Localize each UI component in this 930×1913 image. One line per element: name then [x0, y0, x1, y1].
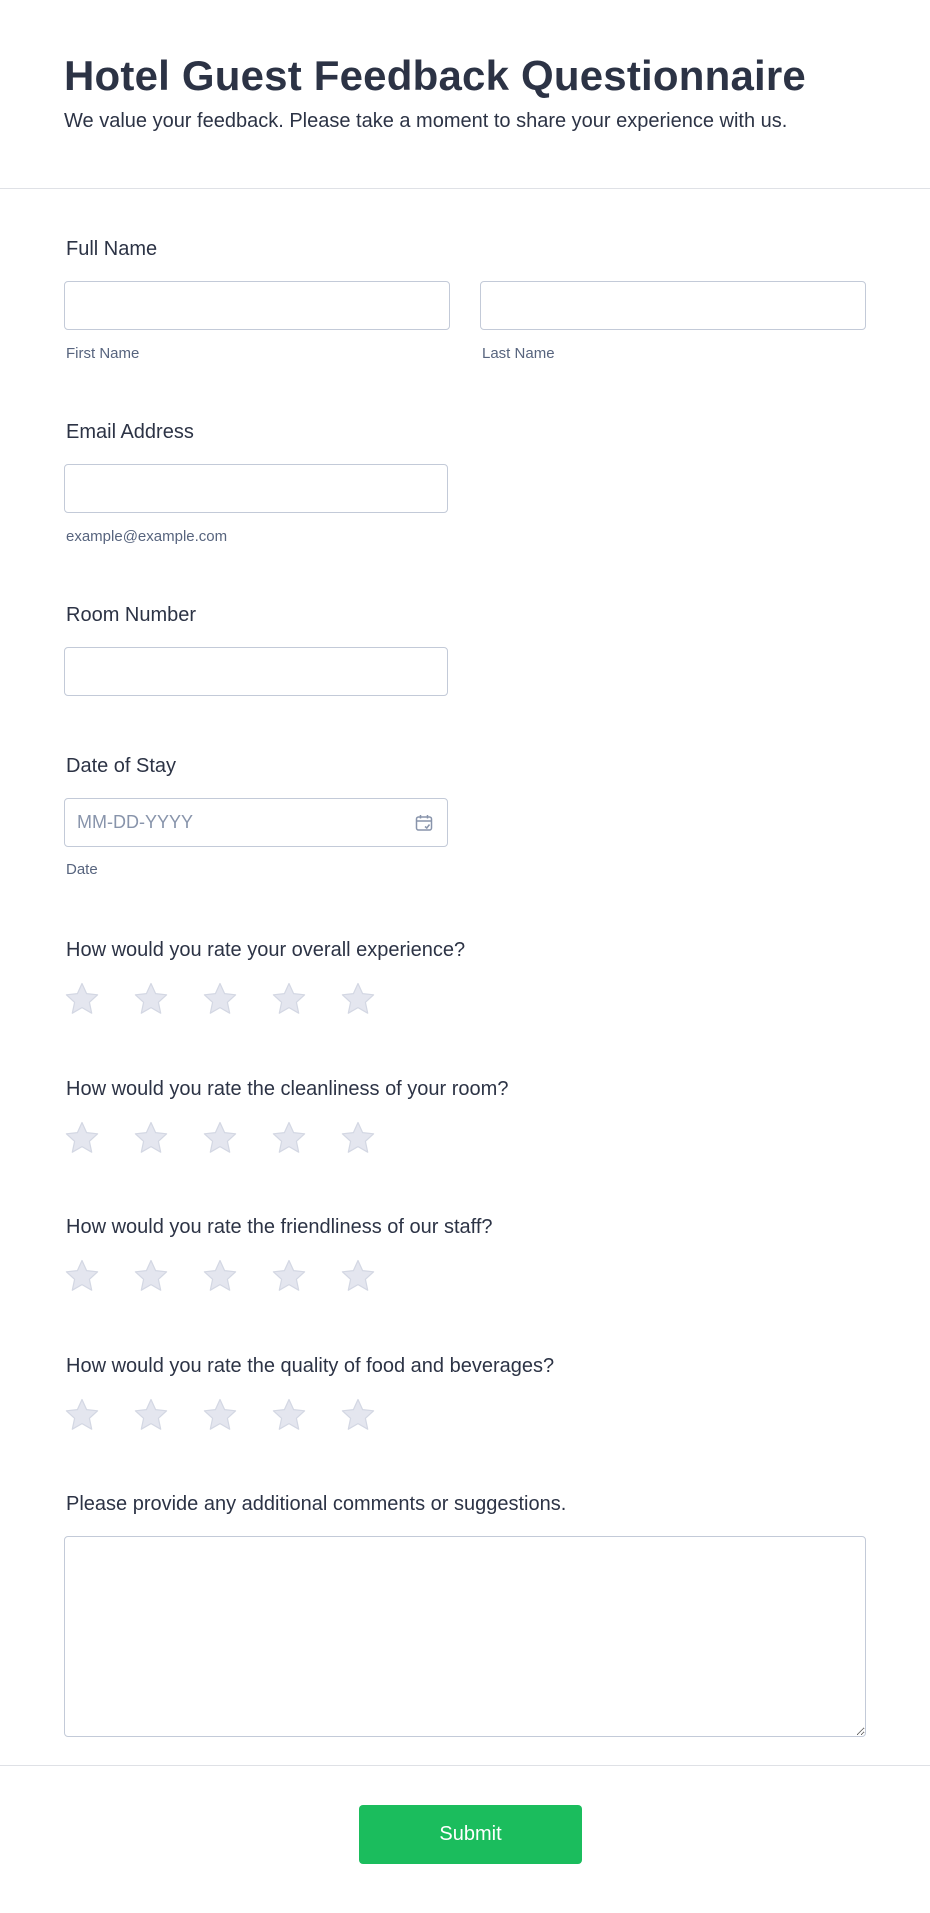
rating-question: How would you rate the quality of food and beverages? — [66, 1355, 555, 1377]
star-icon[interactable] — [131, 1119, 171, 1159]
date-of-stay-label: Date of Stay — [66, 755, 177, 777]
star-icon[interactable] — [269, 1257, 309, 1297]
date-input[interactable] — [64, 798, 448, 847]
footer-divider — [0, 1765, 930, 1766]
star-icon[interactable] — [200, 980, 240, 1020]
star-icon[interactable] — [62, 1119, 102, 1159]
last-name-input[interactable] — [480, 281, 866, 330]
calendar-icon[interactable] — [414, 813, 434, 833]
star-icon[interactable] — [131, 1257, 171, 1297]
star-icon[interactable] — [62, 1396, 102, 1436]
email-sublabel: example@example.com — [66, 528, 228, 545]
page-title: Hotel Guest Feedback Questionnaire — [64, 52, 806, 99]
star-icon[interactable] — [200, 1396, 240, 1436]
star-icon[interactable] — [131, 1396, 171, 1436]
star-rating — [62, 1396, 378, 1436]
room-number-label: Room Number — [66, 604, 197, 626]
email-label: Email Address — [66, 421, 194, 443]
full-name-label: Full Name — [66, 238, 158, 260]
rating-question: How would you rate your overall experience? — [66, 939, 466, 961]
star-icon[interactable] — [338, 1257, 378, 1297]
rating-question: How would you rate the friendliness of our staff? — [66, 1216, 493, 1238]
star-rating — [62, 1119, 378, 1159]
star-icon[interactable] — [269, 980, 309, 1020]
star-icon[interactable] — [131, 980, 171, 1020]
form-header — [0, 0, 930, 189]
star-icon[interactable] — [62, 1257, 102, 1297]
submit-button[interactable]: Submit — [359, 1805, 582, 1864]
first-name-sublabel: First Name — [66, 345, 140, 362]
star-icon[interactable] — [62, 980, 102, 1020]
first-name-input[interactable] — [64, 281, 450, 330]
email-field[interactable] — [64, 464, 448, 513]
star-icon[interactable] — [269, 1396, 309, 1436]
date-sublabel: Date — [66, 861, 98, 878]
page-subtitle: We value your feedback. Please take a moment to share your experience with us. — [64, 110, 788, 132]
star-rating — [62, 1257, 378, 1297]
star-icon[interactable] — [200, 1119, 240, 1159]
star-icon[interactable] — [338, 1396, 378, 1436]
comments-textarea[interactable] — [64, 1536, 866, 1737]
star-icon[interactable] — [338, 1119, 378, 1159]
room-number-input[interactable] — [64, 647, 448, 696]
star-icon[interactable] — [200, 1257, 240, 1297]
rating-question: How would you rate the cleanliness of your room? — [66, 1078, 509, 1100]
star-icon[interactable] — [338, 980, 378, 1020]
comments-label: Please provide any additional comments or suggestions. — [66, 1493, 567, 1515]
last-name-sublabel: Last Name — [482, 345, 555, 362]
star-icon[interactable] — [269, 1119, 309, 1159]
star-rating — [62, 980, 378, 1020]
